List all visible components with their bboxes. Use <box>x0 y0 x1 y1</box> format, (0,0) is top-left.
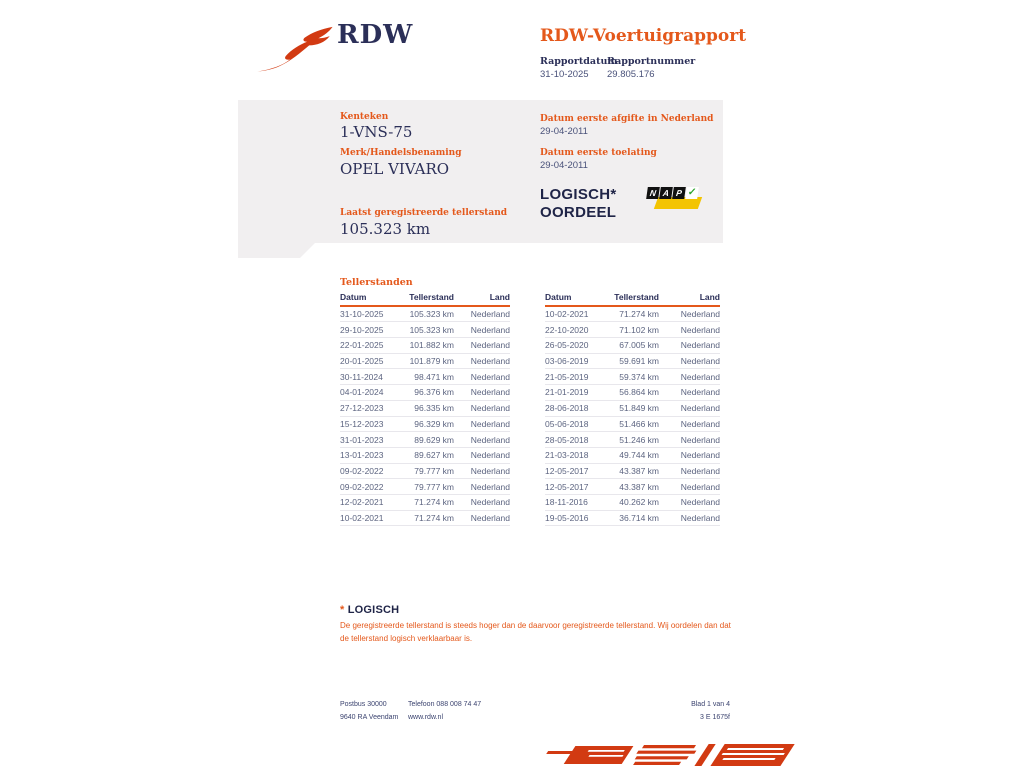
table-row <box>545 338 720 354</box>
cell-tellerstand: 67.005 km <box>619 340 659 351</box>
footer-address-line2: 9640 RA Veendam <box>340 714 399 721</box>
cell-land: Nederland <box>680 434 720 445</box>
cell-land: Nederland <box>680 403 720 414</box>
report-date-label: Rapportdatum <box>540 56 618 67</box>
table-row <box>340 354 510 370</box>
kenteken-label: Kenteken <box>340 112 389 122</box>
cell-tellerstand: 89.629 km <box>414 434 454 445</box>
table-row <box>340 338 510 354</box>
nap-letter-a: A <box>659 187 673 199</box>
cell-tellerstand: 43.387 km <box>619 481 659 492</box>
kenteken-value: 1-VNS-75 <box>340 123 413 141</box>
table-row <box>545 432 720 448</box>
table-row <box>340 369 510 385</box>
table-body-left <box>340 307 510 527</box>
cell-land: Nederland <box>680 497 720 508</box>
tellerstanden-table-left <box>340 290 510 526</box>
tellerstanden-table-right <box>545 290 720 526</box>
cell-datum: 04-01-2024 <box>340 387 384 398</box>
table-header-row <box>340 290 510 307</box>
tellerstand-label: Laatst geregistreerde tellerstand <box>340 208 508 218</box>
cell-datum: 20-01-2025 <box>340 356 384 367</box>
cell-land: Nederland <box>680 324 720 335</box>
cell-land: Nederland <box>680 465 720 476</box>
cell-land: Nederland <box>470 403 510 414</box>
cell-tellerstand: 71.274 km <box>414 512 454 523</box>
cell-datum: 22-01-2025 <box>340 340 384 351</box>
cell-datum: 12-05-2017 <box>545 481 589 492</box>
cell-land: Nederland <box>680 356 720 367</box>
cell-tellerstand: 71.102 km <box>619 324 659 335</box>
cell-datum: 21-05-2019 <box>545 371 589 382</box>
cell-land: Nederland <box>470 434 510 445</box>
table-row <box>545 479 720 495</box>
cell-datum: 28-06-2018 <box>545 403 589 414</box>
afgifte-label: Datum eerste afgifte in Nederland <box>540 114 714 124</box>
column-header-datum: Datum <box>545 292 572 303</box>
cell-tellerstand: 96.376 km <box>414 387 454 398</box>
cell-datum: 09-02-2022 <box>340 481 384 492</box>
cell-datum: 31-10-2025 <box>340 309 384 320</box>
cell-datum: 05-06-2018 <box>545 418 589 429</box>
table-header-row <box>545 290 720 307</box>
rdw-feather-logo-icon <box>256 26 334 81</box>
cell-datum: 03-06-2019 <box>545 356 589 367</box>
table-row <box>340 448 510 464</box>
table-row <box>545 511 720 527</box>
cell-tellerstand: 56.864 km <box>619 387 659 398</box>
table-row <box>340 307 510 323</box>
cell-land: Nederland <box>680 512 720 523</box>
cell-datum: 10-02-2021 <box>340 512 384 523</box>
column-header-tellerstand: Tellerstand <box>614 292 659 303</box>
cell-land: Nederland <box>680 371 720 382</box>
cell-land: Nederland <box>680 418 720 429</box>
merk-label: Merk/Handelsbenaming <box>340 148 462 158</box>
footer-meta <box>691 698 730 724</box>
tellerstand-value: 105.323 km <box>340 220 431 238</box>
table-row <box>340 401 510 417</box>
table-row <box>545 464 720 480</box>
footnote-asterisk: * <box>340 604 345 616</box>
footer-website: www.rdw.nl <box>408 714 444 721</box>
merk-value: OPEL VIVARO <box>340 160 450 178</box>
cell-datum: 19-05-2016 <box>545 512 589 523</box>
cell-tellerstand: 101.879 km <box>409 356 454 367</box>
table-row <box>340 464 510 480</box>
column-header-land: Land <box>489 292 510 303</box>
footer-phone: Telefoon 088 008 74 47 <box>408 701 482 708</box>
cell-land: Nederland <box>470 371 510 382</box>
cell-tellerstand: 101.882 km <box>409 340 454 351</box>
cell-tellerstand: 51.246 km <box>619 434 659 445</box>
cell-datum: 09-02-2022 <box>340 465 384 476</box>
oordeel-line1: LOGISCH* <box>540 186 617 203</box>
cell-land: Nederland <box>470 481 510 492</box>
table-row <box>340 417 510 433</box>
tellerstanden-section-title: Tellerstanden <box>340 277 413 288</box>
cell-tellerstand: 96.335 km <box>414 403 454 414</box>
cell-datum: 12-02-2021 <box>340 497 384 508</box>
toelating-label: Datum eerste toelating <box>540 148 657 158</box>
column-header-datum: Datum <box>340 292 367 303</box>
cell-tellerstand: 71.274 km <box>414 497 454 508</box>
cell-datum: 12-05-2017 <box>545 465 589 476</box>
cell-tellerstand: 96.329 km <box>414 418 454 429</box>
nap-logo <box>647 186 703 212</box>
table-row <box>545 322 720 338</box>
cell-tellerstand: 105.323 km <box>409 309 454 320</box>
table-row <box>545 401 720 417</box>
cell-land: Nederland <box>470 497 510 508</box>
nap-letter-n: N <box>646 187 660 199</box>
cell-datum: 30-11-2024 <box>340 371 383 382</box>
cell-datum: 21-01-2019 <box>545 387 589 398</box>
footnote-title-text: LOGISCH <box>347 604 400 616</box>
table-row <box>340 385 510 401</box>
cell-datum: 31-01-2023 <box>340 434 384 445</box>
cell-tellerstand: 105.323 km <box>409 324 454 335</box>
nap-letter-p: P <box>672 187 686 199</box>
cell-datum: 13-01-2023 <box>340 450 384 461</box>
rdw-logo-text: RDW <box>337 20 414 50</box>
cell-tellerstand: 40.262 km <box>619 497 659 508</box>
cell-datum: 22-10-2020 <box>545 324 589 335</box>
cell-tellerstand: 71.274 km <box>619 309 659 320</box>
table-row <box>340 495 510 511</box>
report-number-label: Rapportnummer <box>607 56 696 67</box>
rdw-wing-graphic <box>540 742 802 768</box>
oordeel-line2: OORDEEL <box>540 204 617 221</box>
cell-tellerstand: 79.777 km <box>414 465 454 476</box>
footer-form-code: 3 E 1675f <box>700 714 730 721</box>
footer-address <box>340 698 398 724</box>
cell-land: Nederland <box>470 465 510 476</box>
footer-contact <box>408 698 481 724</box>
report-number-value: 29.805.176 <box>607 69 655 80</box>
cell-land: Nederland <box>470 340 510 351</box>
cell-land: Nederland <box>470 418 510 429</box>
cell-land: Nederland <box>680 387 720 398</box>
cell-land: Nederland <box>470 450 510 461</box>
table-row <box>545 369 720 385</box>
column-header-land: Land <box>699 292 720 303</box>
cell-datum: 18-11-2016 <box>545 497 588 508</box>
table-row <box>545 495 720 511</box>
cell-tellerstand: 89.627 km <box>414 450 454 461</box>
column-header-tellerstand: Tellerstand <box>409 292 454 303</box>
cell-tellerstand: 79.777 km <box>414 481 454 492</box>
cell-datum: 29-10-2025 <box>340 324 384 335</box>
cell-datum: 27-12-2023 <box>340 403 384 414</box>
table-row <box>545 448 720 464</box>
cell-land: Nederland <box>470 512 510 523</box>
cell-tellerstand: 49.744 km <box>619 450 659 461</box>
cell-datum: 26-05-2020 <box>545 340 589 351</box>
cell-land: Nederland <box>470 387 510 398</box>
cell-tellerstand: 36.714 km <box>619 512 659 523</box>
nap-checkmark-icon: ✓ <box>687 187 698 198</box>
cell-tellerstand: 59.691 km <box>619 356 659 367</box>
footnote-text: De geregistreerde tellerstand is steeds hoger dan de daarvoor geregistreerde tellerstand. Wij oordelen dan dat de tellerstand logisch verklaarbaar is. <box>340 621 731 643</box>
cell-land: Nederland <box>680 450 720 461</box>
cell-tellerstand: 43.387 km <box>619 465 659 476</box>
table-row <box>545 417 720 433</box>
cell-datum: 10-02-2021 <box>545 309 589 320</box>
cell-tellerstand: 51.466 km <box>619 418 659 429</box>
table-row <box>545 307 720 323</box>
cell-land: Nederland <box>470 356 510 367</box>
cell-tellerstand: 98.471 km <box>414 371 454 382</box>
cell-land: Nederland <box>470 309 510 320</box>
afgifte-value: 29-04-2011 <box>540 126 588 137</box>
cell-tellerstand: 51.849 km <box>619 403 659 414</box>
table-row <box>545 385 720 401</box>
table-row <box>340 479 510 495</box>
document-title: RDW-Voertuigrapport <box>540 26 747 46</box>
footer-address-line1: Postbus 30000 <box>340 701 387 708</box>
cell-tellerstand: 59.374 km <box>619 371 659 382</box>
oordeel-text <box>540 186 617 222</box>
cell-land: Nederland <box>680 340 720 351</box>
report-date-value: 31-10-2025 <box>540 69 589 80</box>
footer-page-indicator: Blad 1 van 4 <box>691 701 730 708</box>
table-row <box>545 354 720 370</box>
cell-datum: 15-12-2023 <box>340 418 384 429</box>
toelating-value: 29-04-2011 <box>540 160 588 171</box>
cell-land: Nederland <box>680 309 720 320</box>
table-row <box>340 432 510 448</box>
footnote-title <box>340 604 399 616</box>
table-body-right <box>545 307 720 527</box>
cell-land: Nederland <box>470 324 510 335</box>
cell-datum: 21-03-2018 <box>545 450 589 461</box>
cell-datum: 28-05-2018 <box>545 434 589 445</box>
table-row <box>340 511 510 527</box>
table-row <box>340 322 510 338</box>
cell-land: Nederland <box>680 481 720 492</box>
